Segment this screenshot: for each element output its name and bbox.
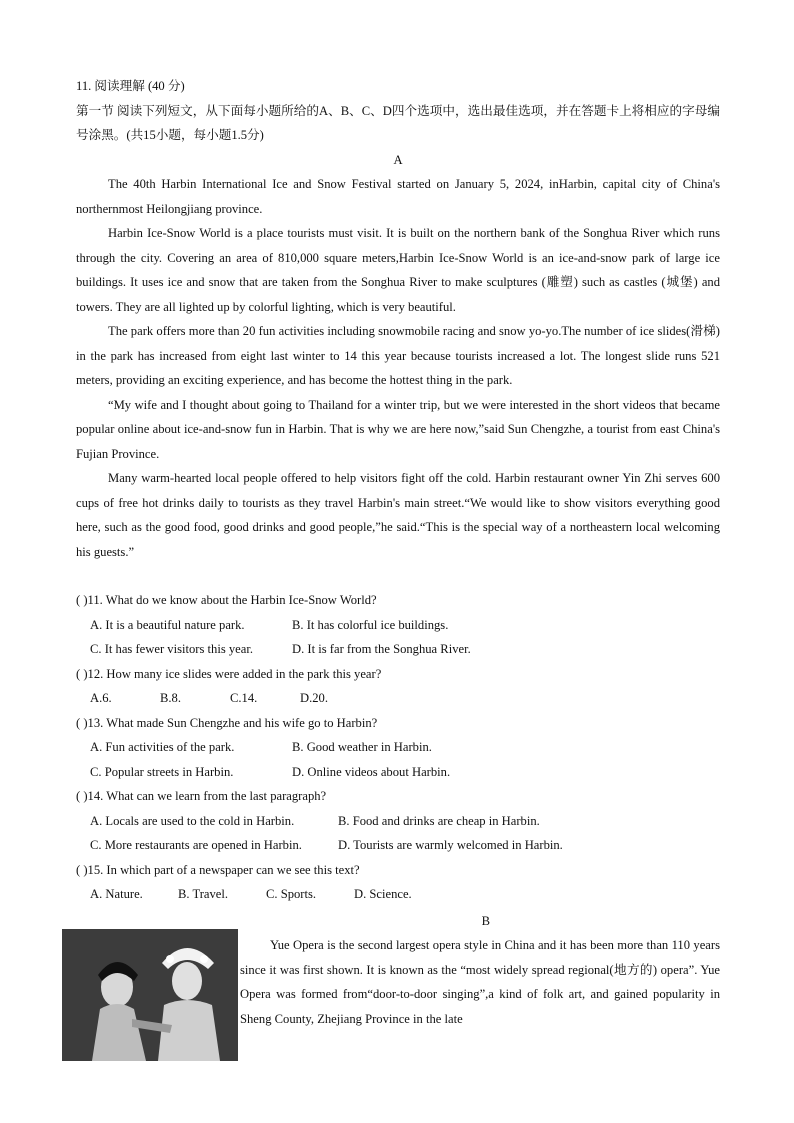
passage-b-paragraph: Yue Opera is the second largest opera style in China and it has been more than 110 years since it was first shown. It is known as the “most widely spread regional(地方的) opera”. Yue Opera was formed from“door-to-door singing”,a kind of folk art, and gained popularity in Sheng County, Zhejiang Province in the late	[240, 938, 720, 1026]
option[interactable]: C. Sports.	[266, 887, 317, 901]
question-options	[90, 833, 720, 858]
exam-page	[76, 74, 720, 1031]
passage-a-paragraph: The 40th Harbin International Ice and Snow Festival started on January 5, 2024, inHarbin, capital city of China's northernmost Heilongjiang province.	[76, 177, 720, 216]
photo-graphic	[62, 929, 238, 1061]
question-options	[90, 686, 720, 711]
option[interactable]: A. Locals are used to the cold in Harbin.	[90, 813, 295, 828]
passage-b	[76, 909, 720, 1032]
question-stem: ( )11. What do we know about the Harbin Ice-Snow World?	[76, 593, 377, 607]
question-stem: ( )12. How many ice slides were added in the park this year?	[76, 666, 382, 681]
option[interactable]: B. Good weather in Harbin.	[292, 740, 432, 754]
option[interactable]: D.20.	[300, 691, 328, 705]
question-options	[90, 637, 720, 662]
question-stem: ( )14. What can we learn from the last paragraph?	[76, 789, 327, 803]
passage-b-text	[240, 933, 720, 1031]
question-options	[90, 882, 720, 907]
option[interactable]: C.14.	[230, 691, 258, 705]
option[interactable]: D. Tourists are warmly welcomed in Harbin.	[338, 838, 563, 852]
option[interactable]: B. It has colorful ice buildings.	[292, 617, 449, 632]
passage-a-paragraph: The park offers more than 20 fun activities including snowmobile racing and snow yo-yo.The number of ice slides(滑梯) in the park has increased from eight last winter to 14 this year because tourists increased a lot. The longest slide runs 521 meters, providing an exciting experience, and has become the hottest thing in the park.	[76, 324, 720, 387]
passage-a-paragraph: “My wife and I thought about going to Thailand for a winter trip, but we were interested in the short videos that became popular online about ice-and-snow fun in Harbin. That is why we are here now,”said Sun Chengzhe, a tourist from east China's Fujian Province.	[76, 397, 720, 461]
option[interactable]: A. Nature.	[90, 887, 143, 901]
opera-performers-photo-icon	[62, 929, 238, 1061]
option[interactable]: D. Science.	[354, 887, 412, 901]
section-title: 11. 阅读理解 (40 分)	[76, 79, 185, 93]
option[interactable]: D. It is far from the Songhua River.	[292, 642, 471, 656]
question-stem: ( )13. What made Sun Chengzhe and his wife go to Harbin?	[76, 715, 378, 730]
option[interactable]: B.8.	[160, 691, 181, 705]
option[interactable]: A. Fun activities of the park.	[90, 740, 235, 754]
question-options	[90, 760, 720, 785]
question-options	[90, 735, 720, 760]
spacer	[76, 564, 720, 588]
option[interactable]: D. Online videos about Harbin.	[292, 764, 451, 779]
option[interactable]: A. It is a beautiful nature park.	[90, 617, 245, 632]
option[interactable]: C. Popular streets in Harbin.	[90, 764, 234, 779]
question-stem: ( )15. In which part of a newspaper can we see this text?	[76, 862, 360, 877]
option[interactable]: A.6.	[90, 691, 112, 705]
instructions: 第一节 阅读下列短文，从下面每小题所给的A、B、C、D四个选项中，选出最佳选项，并在答题卡上将相应的字母编号涂黑。(共15小题，每小题1.5分)	[76, 103, 720, 142]
option[interactable]: B. Food and drinks are cheap in Harbin.	[338, 813, 540, 828]
option[interactable]: B. Travel.	[178, 887, 229, 901]
passage-a-paragraph: Many warm-hearted local people offered to help visitors fight off the cold. Harbin restaurant owner Yin Zhi serves 600 cups of free hot drinks daily to tourists as they travel Harbin's main street.“We would like to show visitors everything good here, such as the good food, good drinks and good people,”he said.“This is the special way of a northeastern local welcoming his guests.”	[76, 471, 720, 559]
option[interactable]: C. It has fewer visitors this year.	[90, 642, 253, 656]
passage-a-paragraph: Harbin Ice-Snow World is a place tourists must visit. It is built on the northern bank of the Songhua River which runs through the city. Covering an area of 810,000 square meters,Harbin Ice-Snow World is an ice-and-snow park of large ice buildings. It uses ice and snow that are taken from the Songhua River to make sculptures (雕塑) such as castles (城堡) and towers. They are all lighted up by colorful lighting, which is very beautiful.	[76, 226, 720, 314]
passage-a-label: A	[393, 152, 403, 167]
option[interactable]: C. More restaurants are opened in Harbin.	[90, 838, 302, 852]
passage-b-label: B	[481, 913, 490, 928]
question-options	[90, 613, 720, 638]
question-options	[90, 809, 720, 834]
